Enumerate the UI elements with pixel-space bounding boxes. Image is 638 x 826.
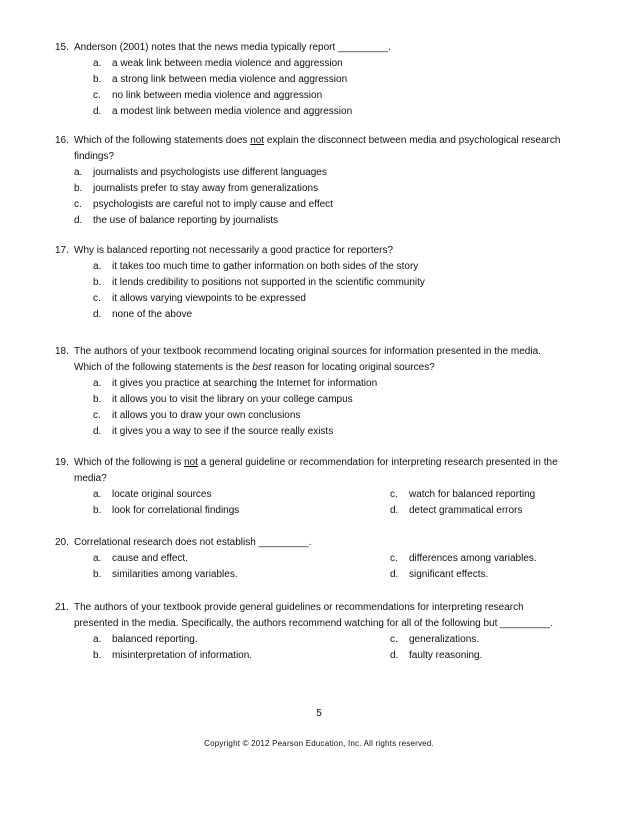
question-18 [55,344,615,440]
option-row: a. balanced reporting. c. generalizations. [93,634,480,645]
option: b. a strong link between media violence and aggression [93,74,348,85]
question-number: 17. [55,245,69,256]
question-15 [55,40,615,120]
question-text: Correlational research does not establish _________. [74,537,312,548]
emphasis-underline: not [250,135,265,146]
emphasis-italic: best [252,362,272,373]
option: d. a modest link between media violence and aggression [93,106,353,117]
option-row: a. cause and effect. c. differences among variables. [93,553,537,564]
question-text: Which of the following statements does not explain the disconnect between media and psychological research [74,135,561,146]
option: a. a weak link between media violence and aggression [93,58,343,69]
question-text: Anderson (2001) notes that the news media typically report _________. [74,42,391,53]
question-text: The authors of your textbook provide general guidelines or recommendations for interpreting research [74,602,524,613]
option-row: b. similarities among variables. d. significant effects. [93,569,489,580]
question-text: Why is balanced reporting not necessarily a good practice for reporters? [74,245,394,256]
option: c. it allows you to draw your own conclusions [93,410,301,421]
question-number: 15. [55,42,69,53]
question-number: 16. [55,135,69,146]
question-text: The authors of your textbook recommend locating original sources for information presented in the media. [74,346,541,357]
option: b. it lends credibility to positions not supported in the scientific community [93,277,425,288]
option-row: b. look for correlational findings d. detect grammatical errors [93,505,523,516]
option: d. none of the above [93,309,193,320]
emphasis-underline: not [184,457,198,468]
option: a. journalists and psychologists use different languages [74,167,327,178]
option: c. psychologists are careful not to imply cause and effect [74,199,333,210]
option: d. the use of balance reporting by journalists [74,215,279,226]
question-number: 20. [55,537,69,548]
question-16 [55,133,615,229]
option-row: a. locate original sources c. watch for balanced reporting [93,489,536,500]
page-number: 5 [316,708,322,719]
option-row: b. misinterpretation of information. d. faulty reasoning. [93,650,483,661]
question-number: 21. [55,602,69,613]
copyright-notice: Copyright © 2012 Pearson Education, Inc. All rights reserved. [204,739,434,748]
question-number: 18. [55,346,69,357]
option: a. it takes too much time to gather information on both sides of the story [93,261,419,272]
question-text-line2: Which of the following statements is the best reason for locating original sources? [74,362,435,373]
option: c. no link between media violence and aggression [93,90,323,101]
question-text-line2: media? [74,473,107,484]
question-text: Which of the following is not a general guideline or recommendation for interpreting research presented in the [74,457,558,468]
question-20 [55,535,615,583]
question-number: 19. [55,457,69,468]
question-21 [55,600,615,664]
question-text-line2: findings? [74,151,115,162]
option: c. it allows varying viewpoints to be expressed [93,293,306,304]
question-text-line2: presented in the media. Specifically, the authors recommend watching for all of the following but _________. [74,618,553,629]
option: d. it gives you a way to see if the source really exists [93,426,334,437]
option: b. it allows you to visit the library on your college campus [93,394,353,405]
question-19 [55,455,615,519]
question-17 [55,243,615,323]
option: b. journalists prefer to stay away from generalizations [74,183,319,194]
option: a. it gives you practice at searching the Internet for information [93,378,378,389]
